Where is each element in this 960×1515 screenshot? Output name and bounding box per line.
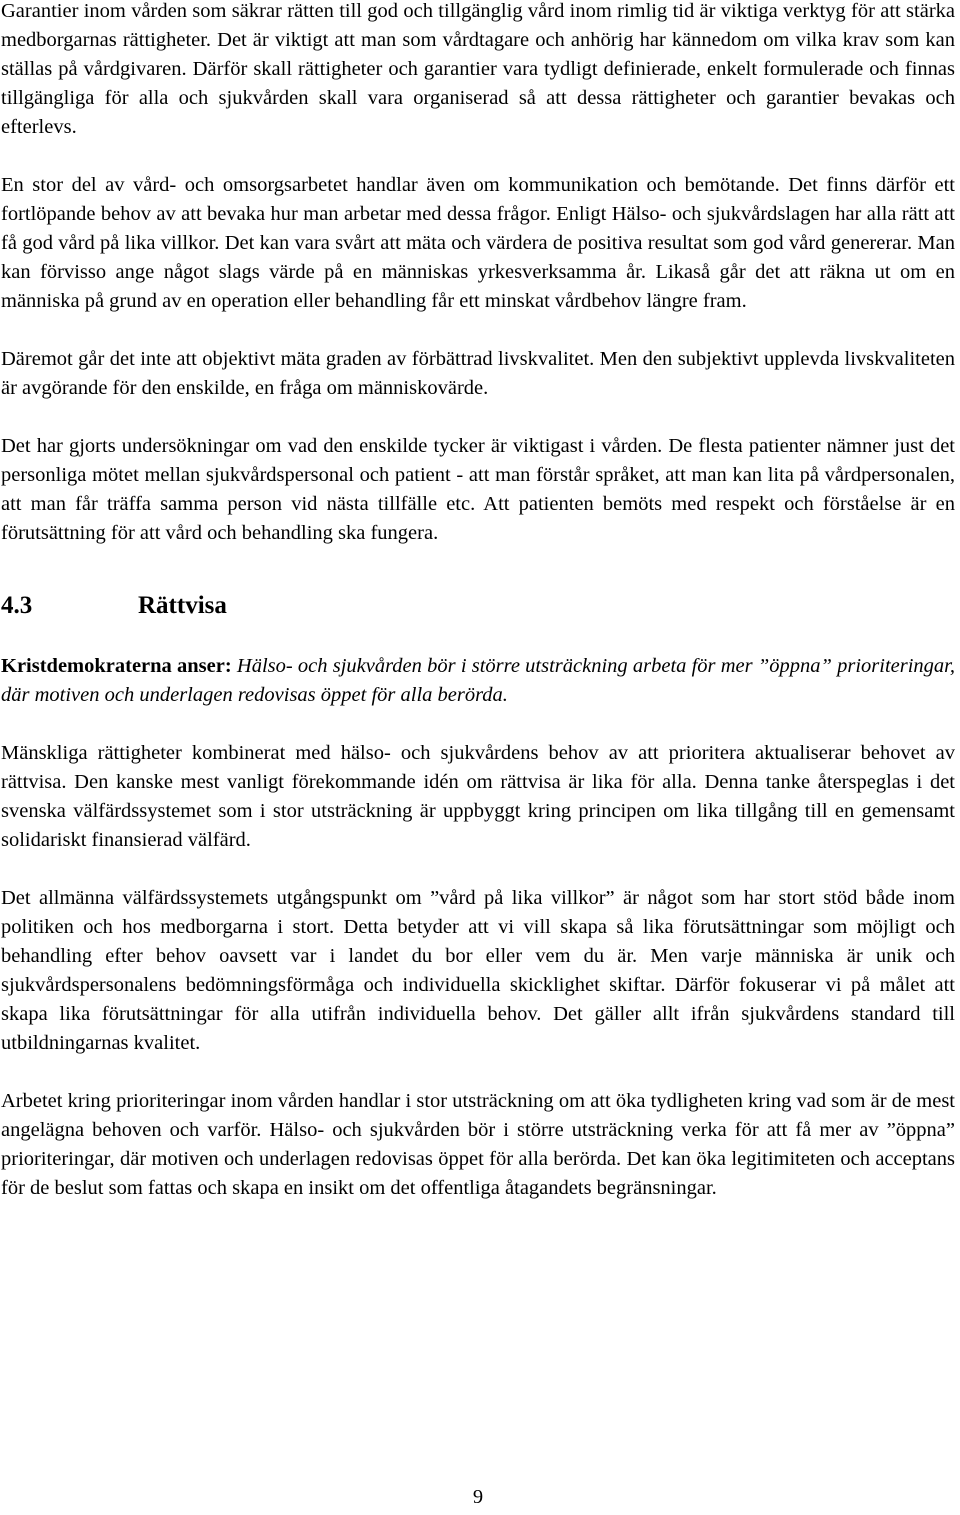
paragraph-intro-3: Däremot går det inte att objektivt mäta graden av förbättrad livskvalitet. Men den subjektivt upplevda livskvaliteten är avgörande för den enskilde, en fråga om människovärde. — [1, 348, 955, 399]
paragraph-intro-4: Det har gjorts undersökningar om vad den enskilde tycker är viktigast i vården. De flesta patienter nämner just det personliga mötet mellan sjukvårdspersonal och patient - att man förstår språket, att man kan lita på vårdpersonalen, att man får träffa samma person vid nästa tillfälle etc. Att patienten bemöts med respekt och förståelse är en förutsättning för att vård och behandling ska fungera. — [1, 435, 955, 544]
section-number: 4.3 — [1, 592, 33, 619]
paragraph-section-2: Det allmänna välfärdssystemets utgångspunkt om ”vård på lika villkor” är något som har stort stöd både inom politiken och hos medborgarna i stort. Detta betyder att vi vill skapa så lika förutsättningar som möjligt och behandling efter behov oavsett var i landet du bor eller vem du är. Men varje människa är unik och sjukvårdspersonalens bedömningsförmåga och individuella skicklighet skiftar. Därför fokuserar vi på målet att skapa lika förutsättningar för alla utifrån individuella behov. Det gäller allt ifrån sjukvårdens standard till utbildningarnas kvalitet. — [1, 887, 955, 1054]
paragraph-intro-2: En stor del av vård- och omsorgsarbetet handlar även om kommunikation och bemötande. Det finns därför ett fortlöpande behov av att bevaka hur man arbetar med dessa frågor. Enligt Hälso- och sjukvårdslagen har alla rätt att få god vård på lika villkor. Det kan vara svårt att mäta och värdera de positiva resultat som god vård genererar. Man kan förvisso ange något slags värde på en människas yrkesverksamma år. Likaså går det att räkna ut om en människa på grund av en operation eller behandling får ett minskat vårdbehov längre fram. — [1, 174, 955, 312]
paragraph-section-1: Mänskliga rättigheter kombinerat med hälso- och sjukvårdens behov av att prioritera aktualiserar behovet av rättvisa. Den kanske mest vanligt förekommande idén om rättvisa är lika för alla. Denna tanke återspeglas i det svenska välfärdssystemet som i stor utsträckning är uppbyggt kring principen om lika tillgång till en gemensamt solidariskt finansierad välfärd. — [1, 742, 955, 851]
section-heading — [1, 577, 955, 623]
statement-text: Hälso- och sjukvården bör i större utsträckning arbeta för mer ”öppna” prioriteringar, där motiven och underlagen redovisas öppet för alla berörda. — [1, 655, 956, 706]
page-content — [1, 0, 955, 1232]
paragraph-intro-1: Garantier inom vården som säkrar rätten till god och tillgänglig vård inom rimlig tid är viktiga verktyg för att stärka medborgarnas rättigheter. Det är viktigt att man som vårdtagare och anhörig har kännedom om vilka krav som kan ställas på vårdgivaren. Därför skall rättigheter och garantier vara tydligt definierade, enkelt formulerade och finnas tillgängliga för alla och sjukvården skall vara organiserad så att dessa rättigheter och garantier bevakas och efterlevs. — [1, 0, 955, 138]
section-title: Rättvisa — [138, 592, 227, 619]
page-number: 9 — [472, 1486, 484, 1508]
statement-paragraph — [1, 652, 955, 710]
statement-lead: Kristdemokraterna anser: — [1, 655, 232, 677]
paragraph-section-3: Arbetet kring prioriteringar inom vården handlar i stor utsträckning om att öka tydligheten kring vad som är de mest angelägna behoven och varför. Hälso- och sjukvården bör i större utsträckning verka för att få mer av ”öppna” prioriteringar, där motiven och underlagen redovisas öppet för alla berörda. Det kan öka legitimiteten och acceptans för de beslut som fattas och skapa en insikt om det offentliga åtagandets begränsningar. — [1, 1090, 955, 1199]
